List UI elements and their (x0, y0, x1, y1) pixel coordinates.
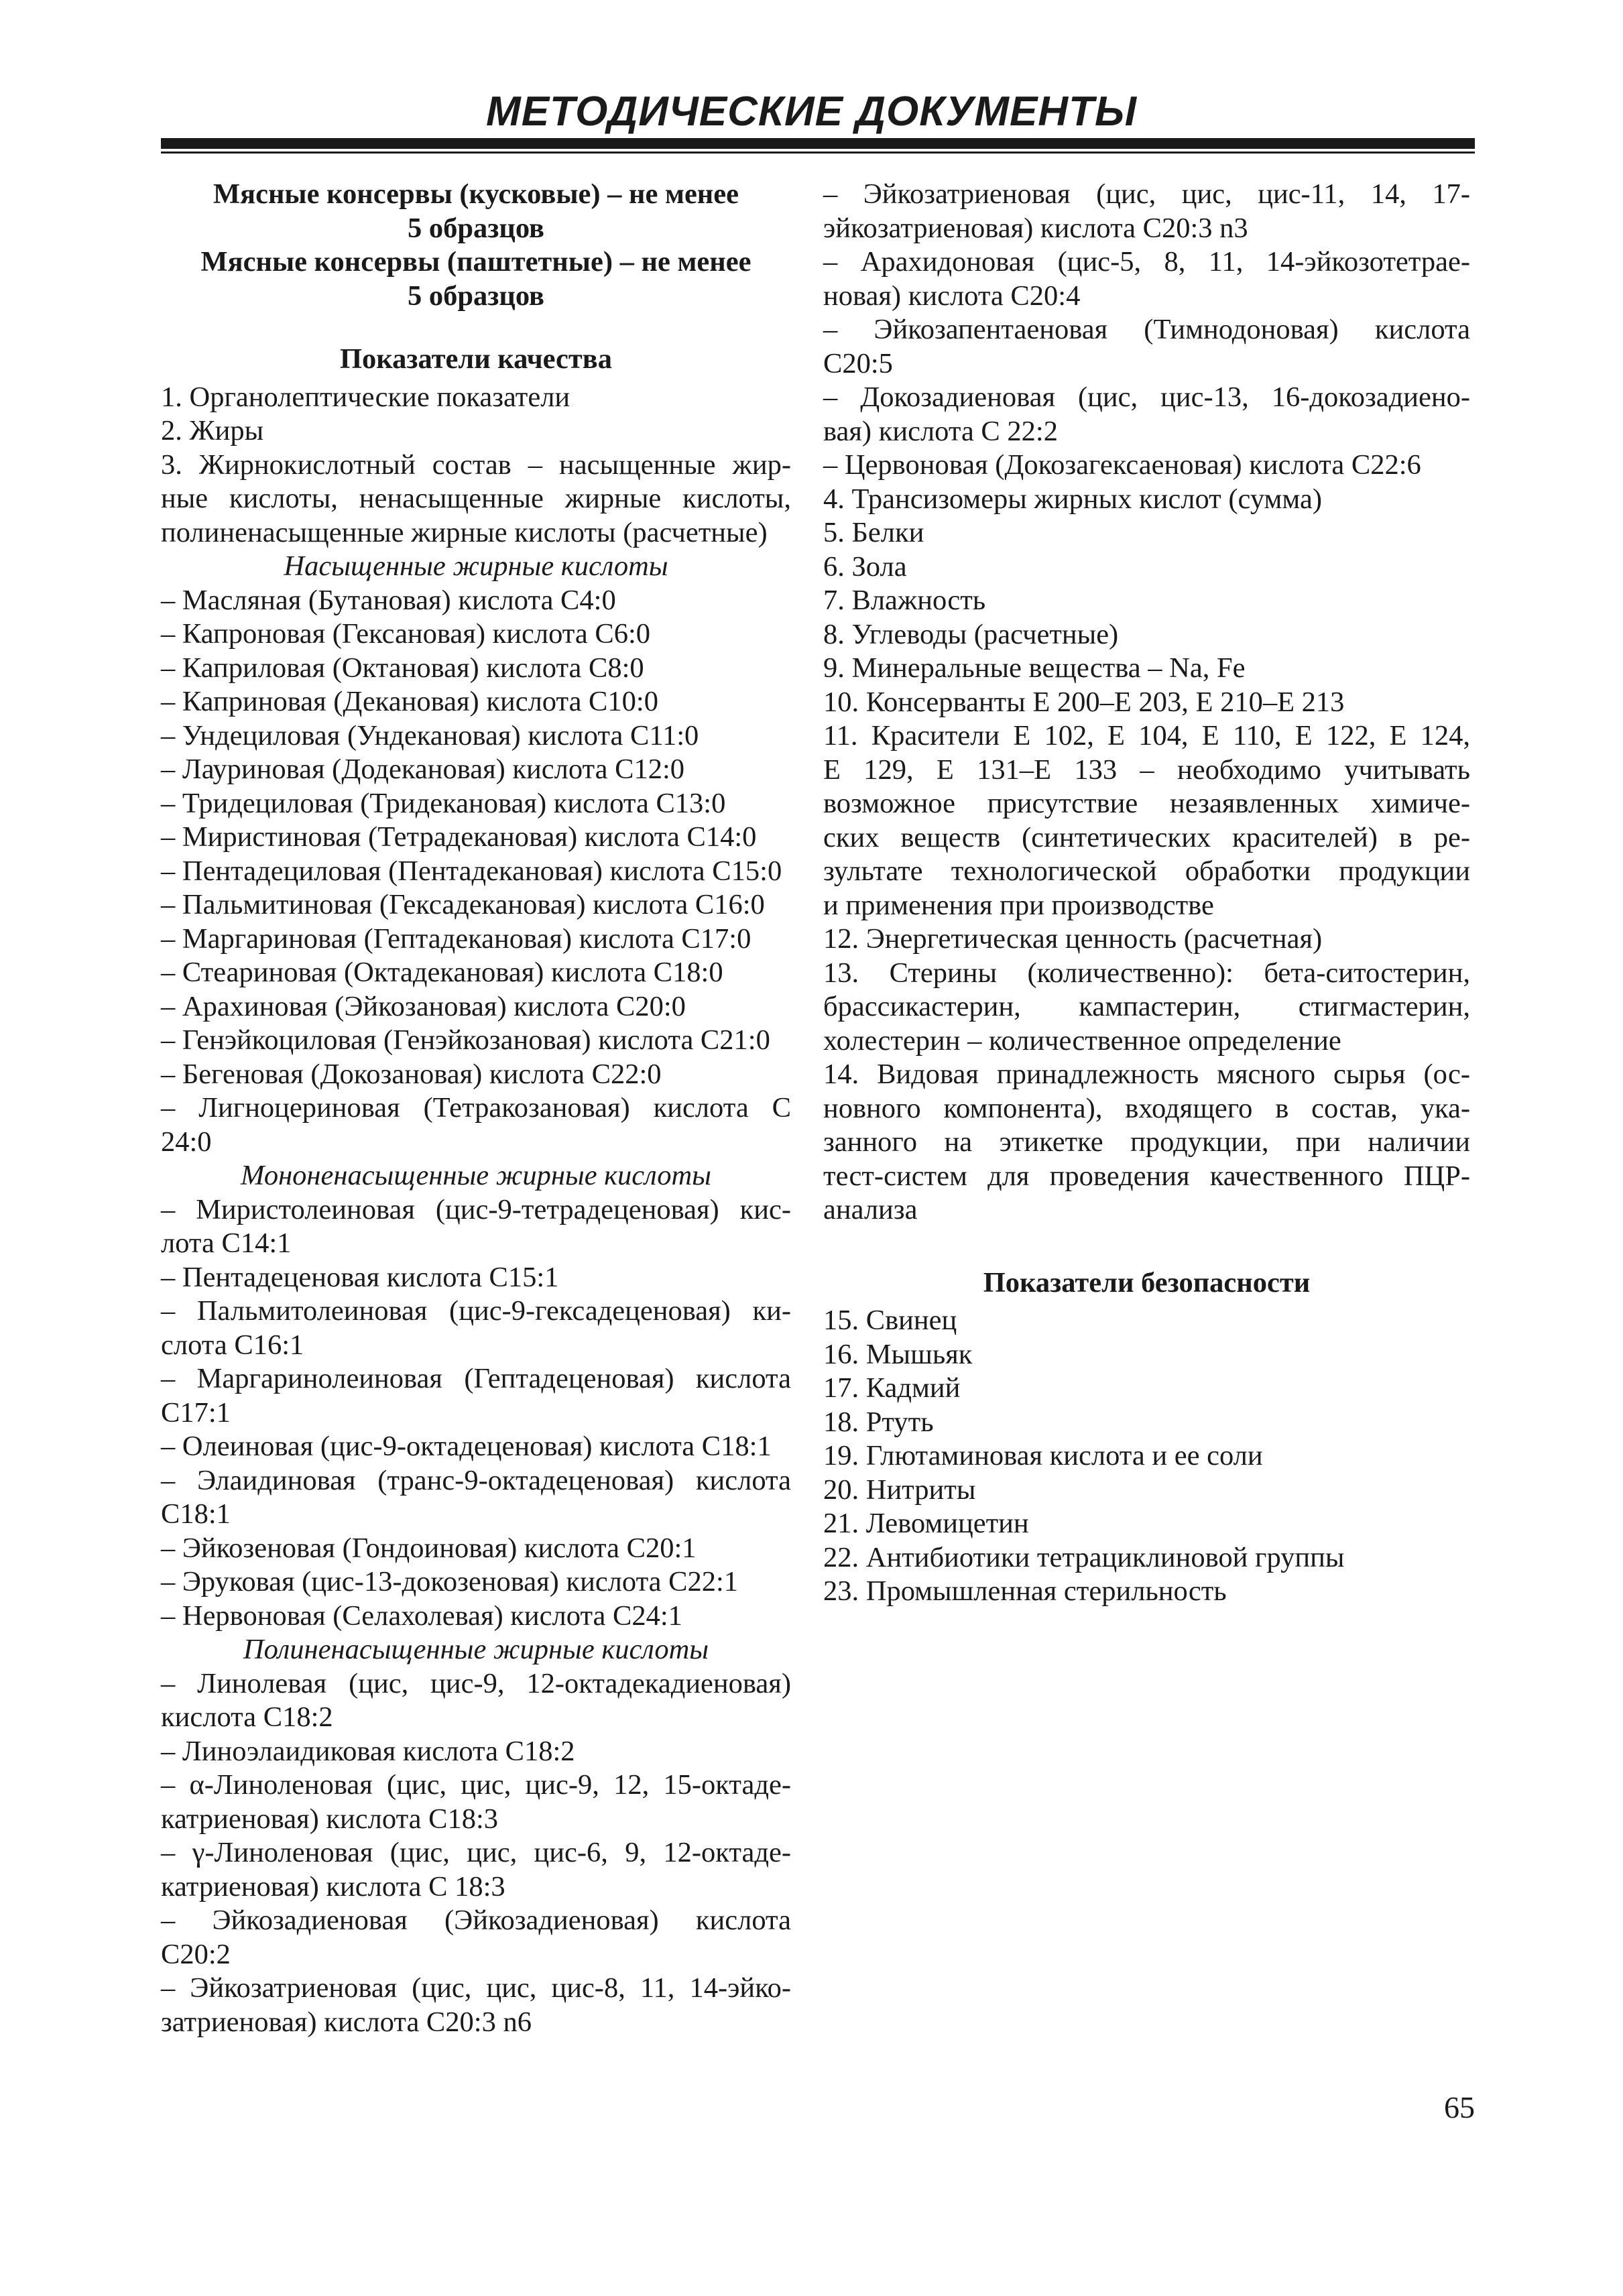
list-item: 19. Глютаминовая кислота и ее соли (823, 1440, 1263, 1471)
acid-item: – Эйкозатриеновая (цис, цис, цис-8, 11, 14-эйко- (161, 1972, 791, 2004)
acid-item: – Арахидоновая (цис-5, 8, 11, 14-эйкозотетрае- (823, 246, 1470, 278)
list-item: 4. Трансизомеры жирных кислот (сумма) (823, 483, 1323, 515)
list-item: возможное присутствие незаявленных химиче- (823, 788, 1470, 819)
list-item: 6. Зола (823, 550, 907, 583)
acid-item: – Арахиновая (Эйкозановая) кислота С20:0 (161, 990, 686, 1022)
list-item: 13. Стерины (количественно): бета-ситостерин, (823, 957, 1470, 989)
list-item: 7. Влажность (823, 585, 986, 616)
acid-item: – Тридециловая (Тридекановая) кислота С13:0 (161, 787, 726, 819)
acid-item: С20:5 (823, 347, 893, 379)
acid-item: – Пальмитиновая (Гексадекановая) кислота С16:0 (161, 889, 765, 920)
safety-heading: Показатели безопасности (983, 1266, 1311, 1298)
sample-requirement: 5 образцов (408, 212, 544, 244)
acid-item: – Элаидиновая (транс-9-октадеценовая) кислота (161, 1464, 791, 1496)
left-column (161, 178, 791, 2039)
acid-item: С17:1 (161, 1396, 231, 1429)
spacer (823, 1227, 1470, 1266)
acid-item: – Докозадиеновая (цис, цис-13, 16-докозадиено- (823, 381, 1470, 413)
acid-item: – Линоэлаидиковая кислота С18:2 (161, 1735, 575, 1767)
list-item: 9. Минеральные вещества – Na, Fe (823, 652, 1246, 684)
quality-heading: Показатели качества (339, 343, 612, 375)
acid-item: – Миристолеиновая (цис-9-тетрадеценовая) кис- (161, 1193, 791, 1225)
list-item: тест-систем для проведения качественного ПЦР- (823, 1160, 1470, 1192)
list-item: ные кислоты, ненасыщенные жирные кислоты, (161, 483, 791, 514)
acid-item: катриеновая) кислота С18:3 (161, 1803, 499, 1835)
acid-item: вая) кислота С 22:2 (823, 415, 1058, 447)
list-item: 22. Антибиотики тетрациклиновой группы (823, 1541, 1345, 1573)
list-item: ских веществ (синтетических красителей) в ре- (823, 821, 1470, 853)
acid-item: – Каприновая (Декановая) кислота С10:0 (161, 686, 658, 717)
acid-item: – Каприловая (Октановая) кислота С8:0 (161, 652, 644, 684)
sample-requirement: 5 образцов (408, 280, 544, 312)
list-item: 10. Консерванты Е 200–Е 203, Е 210–Е 213 (823, 686, 1345, 718)
acid-item: слота С16:1 (161, 1329, 304, 1361)
sample-requirement: Мясные консервы (паштетные) – не менее (200, 246, 752, 278)
list-item: 23. Промышленная стерильность (823, 1575, 1227, 1607)
page-header-title: МЕТОДИЧЕСКИЕ ДОКУМЕНТЫ (486, 88, 1137, 135)
list-item: 3. Жирнокислотный состав – насыщенные жир- (161, 448, 791, 481)
list-item: 14. Видовая принадлежность мясного сырья (ос- (823, 1059, 1470, 1090)
spacer (161, 313, 791, 343)
acid-item: – Генэйкоциловая (Генэйкозановая) кислота С21:0 (161, 1024, 770, 1056)
acid-item: – Цервоновая (Докозагексаеновая) кислота С22:6 (823, 449, 1421, 481)
acid-item: эйкозатриеновая) кислота С20:3 n3 (823, 212, 1248, 244)
acid-item: – Маргариновая (Гептадекановая) кислота С17:0 (161, 922, 752, 955)
acid-item: – Миристиновая (Тетрадекановая) кислота С14:0 (161, 821, 757, 853)
acid-item: 24:0 (161, 1126, 212, 1158)
mono-subheading: Мононенасыщенные жирные кислоты (241, 1160, 711, 1191)
list-item: 16. Мышьяк (823, 1338, 973, 1370)
poly-subheading: Полиненасыщенные жирные кислоты (243, 1634, 709, 1665)
list-item: зультате технологической обработки продукции (823, 855, 1470, 887)
acid-item: – Лауриновая (Додекановая) кислота С12:0 (161, 753, 685, 785)
acid-item: – Пальмитолеиновая (цис-9-гексадеценовая) ки- (161, 1295, 791, 1327)
list-item: 2. Жиры (161, 415, 264, 446)
list-item: 21. Левомицетин (823, 1508, 1029, 1539)
acid-item: – Пентадециловая (Пентадекановая) кислота С15:0 (161, 855, 782, 887)
acid-item: – Маргаринолеиновая (Гептадеценовая) кислота (161, 1363, 791, 1394)
list-item: брассикастерин, кампастерин, стигмастерин, (823, 991, 1470, 1022)
header-rule-thick (161, 138, 1475, 149)
list-item: полиненасыщенные жирные кислоты (расчетные) (161, 516, 768, 548)
list-item: 8. Углеводы (расчетные) (823, 618, 1119, 650)
list-item: 1. Органолептические показатели (161, 381, 570, 413)
acid-item: лота С14:1 (161, 1227, 292, 1259)
acid-item: – Эйкозадиеновая (Эйкозадиеновая) кислота (161, 1905, 791, 1936)
list-item: 5. Белки (823, 517, 924, 548)
acid-item: – α-Линоленовая (цис, цис, цис-9, 12, 15-октаде- (161, 1769, 791, 1801)
acid-item: – Лигноцериновая (Тетракозановая) кислота С (161, 1092, 791, 1124)
acid-item: – Эйкозапентаеновая (Тимнодоновая) кислота (823, 314, 1470, 345)
list-item: 15. Свинец (823, 1305, 957, 1336)
acid-item: – Линолевая (цис, цис-9, 12-октадекадиеновая) (161, 1667, 791, 1699)
acid-item: – Стеариновая (Октадекановая) кислота С18:0 (161, 957, 723, 988)
acid-item: – γ-Линоленовая (цис, цис, цис-6, 9, 12-октаде- (161, 1837, 791, 1868)
list-item: занного на этикетке продукции, при наличии (823, 1126, 1470, 1158)
list-item: 18. Ртуть (823, 1406, 934, 1438)
right-column (823, 178, 1470, 1609)
list-item: 17. Кадмий (823, 1372, 961, 1404)
list-item: 20. Нитриты (823, 1473, 976, 1506)
acid-item: новая) кислота С20:4 (823, 280, 1081, 312)
list-item: новного компонента), входящего в состав, ука- (823, 1092, 1470, 1124)
acid-item: затриеновая) кислота С20:3 n6 (161, 2006, 532, 2038)
acid-item: кислота С18:2 (161, 1701, 333, 1733)
acid-item: – Эйкозатриеновая (цис, цис, цис-11, 14, 17- (823, 178, 1470, 210)
header-rule-thin (161, 152, 1475, 154)
acid-item: – Ундециловая (Ундекановая) кислота С11:0 (161, 719, 699, 751)
acid-item: – Масляная (Бутановая) кислота С4:0 (161, 584, 616, 616)
acid-item: катриеновая) кислота С 18:3 (161, 1870, 505, 1902)
list-item: анализа (823, 1194, 918, 1225)
acid-item: – Бегеновая (Докозановая) кислота С22:0 (161, 1058, 662, 1090)
list-item: 11. Красители Е 102, Е 104, Е 110, Е 122, Е 124, (823, 720, 1470, 751)
acid-item: – Эруковая (цис-13-докозеновая) кислота С22:1 (161, 1566, 739, 1597)
page-number: 65 (1444, 2090, 1475, 2124)
saturated-subheading: Насыщенные жирные кислоты (284, 550, 668, 582)
sample-requirement: Мясные консервы (кусковые) – не менее (213, 178, 739, 210)
acid-item: С18:1 (161, 1498, 231, 1530)
acid-item: С20:2 (161, 1938, 231, 1970)
list-item: 12. Энергетическая ценность (расчетная) (823, 923, 1323, 955)
acid-item: – Пентадеценовая кислота С15:1 (161, 1261, 559, 1293)
list-item: Е 129, Е 131–Е 133 – необходимо учитывать (823, 753, 1470, 786)
acid-item: – Нервоновая (Селахолевая) кислота С24:1 (161, 1599, 682, 1632)
acid-item: – Эйкозеновая (Гондоиновая) кислота С20:1 (161, 1532, 697, 1564)
acid-item: – Капроновая (Гексановая) кислота С6:0 (161, 618, 651, 650)
acid-item: – Олеиновая (цис-9-октадеценовая) кислота С18:1 (161, 1431, 772, 1462)
list-item: холестерин – количественное определение (823, 1024, 1341, 1056)
list-item: и применения при производстве (823, 889, 1214, 921)
